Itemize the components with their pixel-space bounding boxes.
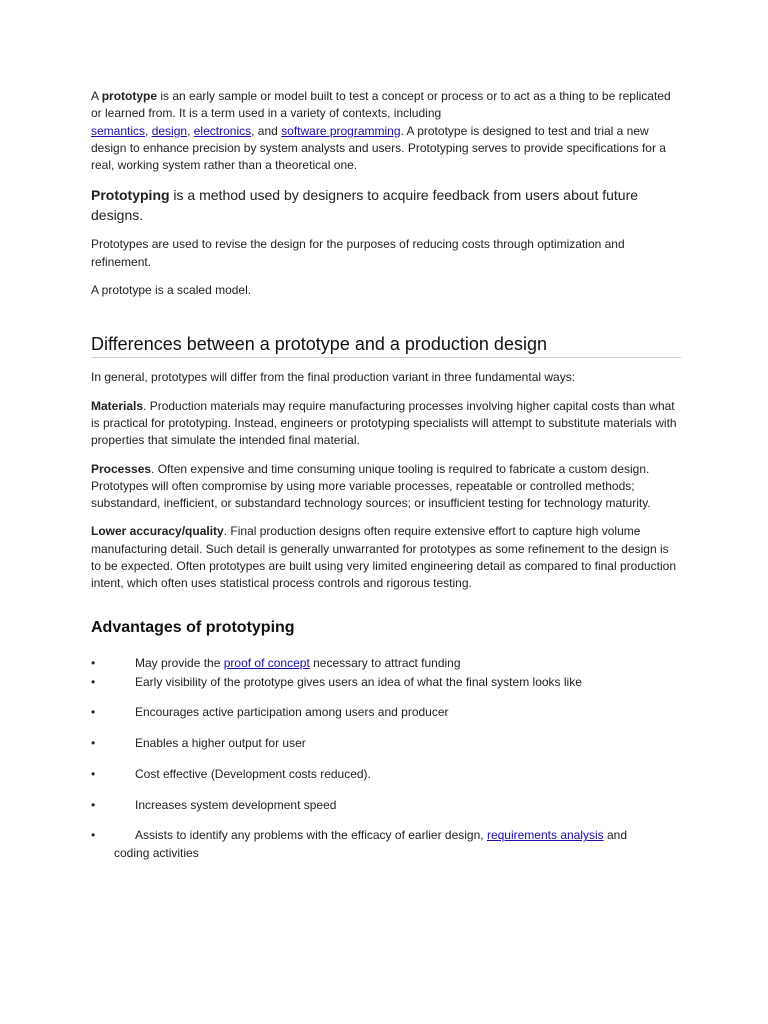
link-electronics[interactable]: electronics xyxy=(193,123,252,138)
section-heading-differences: Differences between a prototype and a production design xyxy=(91,334,547,355)
difference-term: Materials xyxy=(91,398,144,413)
advantages-list xyxy=(91,655,681,862)
document-page xyxy=(91,88,681,862)
list-item-text: Assists to identify any problems with the efficacy of earlier design, xyxy=(135,828,487,843)
list-item-text: Early visibility of the prototype gives users an idea of what the final system looks like xyxy=(135,674,582,689)
intro-text-1: is an early sample or model built to test a concept or process or to act as a thing to be replicated or learned from. It is a term used in a variety of contexts, including xyxy=(91,89,671,121)
section-heading-rule xyxy=(91,333,681,358)
list-item-text: Enables a higher output for user xyxy=(135,736,306,751)
intro-prefix: A xyxy=(91,89,102,103)
difference-item-accuracy xyxy=(91,523,681,592)
link-proof-of-concept[interactable]: proof of concept xyxy=(223,655,310,670)
intro-paragraph xyxy=(91,88,681,174)
list-item xyxy=(91,655,681,672)
lead-paragraph xyxy=(91,185,681,225)
revise-paragraph: Prototypes are used to revise the design for the purposes of reducing costs through optimization and refinement. xyxy=(91,237,625,269)
list-item-text: necessary to attract funding xyxy=(309,655,461,670)
section-heading-advantages: Advantages of prototyping xyxy=(91,618,295,636)
differences-intro: In general, prototypes will differ from the final production variant in three fundamental ways: xyxy=(91,370,576,385)
list-item xyxy=(91,797,681,814)
list-item xyxy=(91,704,681,721)
intro-term: prototype xyxy=(101,89,158,103)
link-design[interactable]: design xyxy=(151,123,188,138)
difference-text: . Often expensive and time consuming unique tooling is required to fabricate a custom design. Prototypes will often compromise by using more variable processes, repeatable or controlled methods; substandard, inefficient, or substandard technology sources; or insufficient testing for technology maturity. xyxy=(91,461,651,511)
bullet-icon: • xyxy=(91,797,96,812)
intro-separator: , xyxy=(145,123,152,138)
difference-text: . Final production designs often require extensive effort to capture high volume manufacturing detail. Such detail is generally unwarranted for prototypes as some refinement to the design is to be expected. Often prototypes are built using very limited engineering detail as compared to final production intent, which often uses statistical process controls and rigorous testing. xyxy=(91,524,677,591)
lead-text: is a method used by designers to acquire feedback from users about future designs. xyxy=(91,187,639,224)
scaled-model-paragraph: A prototype is a scaled model. xyxy=(91,283,252,298)
link-semantics[interactable]: semantics xyxy=(91,123,146,138)
difference-term: Processes xyxy=(91,461,152,476)
intro-text-2: . A prototype is designed to test and trial a new design to enhance precision by system analysts and users. Prototyping serves to provide specifications for a real, working system rather than a theoretical one. xyxy=(91,123,666,173)
bullet-icon: • xyxy=(91,828,96,843)
list-item-text: and xyxy=(603,828,628,843)
list-item-text: Cost effective (Development costs reduced). xyxy=(135,766,371,781)
list-item xyxy=(91,766,681,783)
link-software-programming[interactable]: software programming xyxy=(281,123,401,138)
difference-item-materials xyxy=(91,398,681,450)
link-requirements-analysis[interactable]: requirements analysis xyxy=(486,828,604,843)
difference-item-processes xyxy=(91,461,681,513)
intro-separator: , and xyxy=(251,123,282,138)
list-item xyxy=(91,735,681,752)
difference-text: . Production materials may require manufacturing processes involving higher capital costs than what is practical for prototyping. Instead, engineers or prototyping specialists will attempt to substitute materials with properties that simulate the intended final material. xyxy=(91,398,677,448)
list-item-text: coding activities xyxy=(114,845,199,860)
bullet-icon: • xyxy=(91,655,96,670)
bullet-icon: • xyxy=(91,736,96,751)
bullet-icon: • xyxy=(91,705,96,720)
list-item xyxy=(91,674,681,691)
intro-separator: , xyxy=(187,123,194,138)
list-item-text: Encourages active participation among users and producer xyxy=(135,705,449,720)
bullet-icon: • xyxy=(91,766,96,781)
bullet-icon: • xyxy=(91,674,96,689)
list-item-text: Increases system development speed xyxy=(135,797,337,812)
list-item-text: May provide the xyxy=(135,655,224,670)
list-item xyxy=(91,827,681,862)
lead-term: Prototyping xyxy=(91,187,170,204)
difference-term: Lower accuracy/quality xyxy=(91,524,224,539)
